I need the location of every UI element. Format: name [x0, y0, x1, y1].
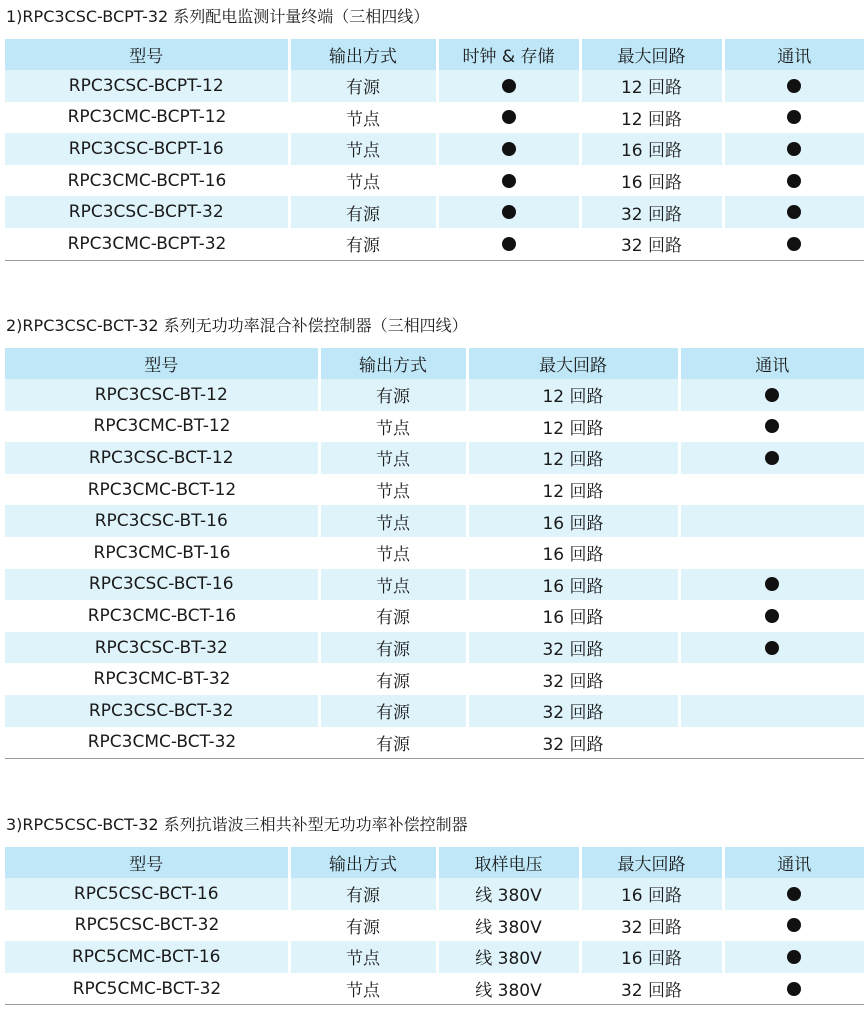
feature-cell [437, 102, 580, 134]
table-body [5, 70, 864, 260]
feature-dot-icon [765, 388, 779, 402]
table-cell: 节点 [289, 133, 437, 165]
table-cell: 节点 [319, 537, 467, 569]
table-row [5, 102, 864, 134]
feature-dot-icon [787, 950, 801, 964]
table-body [5, 379, 864, 759]
table-cell: 节点 [289, 165, 437, 197]
table-cell: 有源 [289, 910, 437, 942]
table-row [5, 727, 864, 759]
model-cell: RPC3CSC-BT-32 [5, 632, 319, 664]
model-cell: RPC3CSC-BT-12 [5, 379, 319, 411]
feature-cell [437, 70, 580, 102]
column-header: 取样电压 [437, 847, 580, 878]
table-cell: 12 回路 [467, 379, 679, 411]
model-cell: RPC5CMC-BCT-16 [5, 941, 289, 973]
table-cell: 12 回路 [580, 70, 723, 102]
table-header-row [5, 847, 864, 878]
model-cell: RPC3CMC-BCPT-32 [5, 228, 289, 260]
table-cell: 16 回路 [467, 537, 679, 569]
column-header: 输出方式 [319, 348, 467, 379]
table-cell: 节点 [289, 973, 437, 1005]
table-cell: 有源 [289, 70, 437, 102]
feature-dot-icon [765, 641, 779, 655]
table-cell: 16 回路 [467, 600, 679, 632]
table-row [5, 133, 864, 165]
table-cell: 线 380V [437, 910, 580, 942]
table-cell: 32 回路 [580, 228, 723, 260]
model-cell: RPC3CMC-BCPT-12 [5, 102, 289, 134]
table-row [5, 569, 864, 601]
section-1-title: 1)RPC3CSC-BCPT-32 系列配电监测计量终端（三相四线） [6, 7, 430, 26]
feature-cell [723, 910, 864, 942]
column-header: 最大回路 [467, 348, 679, 379]
table-cell: 有源 [289, 228, 437, 260]
table-cell: 节点 [289, 941, 437, 973]
model-cell: RPC5CMC-BCT-32 [5, 973, 289, 1005]
feature-cell [723, 973, 864, 1005]
feature-dot-icon [502, 110, 516, 124]
feature-cell [679, 600, 864, 632]
table-cell: 16 回路 [467, 505, 679, 537]
feature-cell [723, 196, 864, 228]
column-header: 通讯 [723, 39, 864, 70]
model-cell: RPC3CMC-BCT-12 [5, 474, 319, 506]
section-2-table [5, 348, 864, 759]
model-cell: RPC5CSC-BCT-32 [5, 910, 289, 942]
table-cell: 32 回路 [467, 727, 679, 759]
table-row [5, 474, 864, 506]
feature-cell [679, 727, 864, 759]
column-header: 输出方式 [289, 39, 437, 70]
model-cell: RPC3CSC-BCPT-32 [5, 196, 289, 228]
feature-dot-icon [787, 79, 801, 93]
feature-dot-icon [787, 237, 801, 251]
model-cell: RPC3CSC-BCPT-12 [5, 70, 289, 102]
feature-dot-icon [787, 174, 801, 188]
feature-dot-icon [502, 142, 516, 156]
table-row [5, 600, 864, 632]
table-row [5, 537, 864, 569]
table-row [5, 165, 864, 197]
section-3-title: 3)RPC5CSC-BCT-32 系列抗谐波三相共补型无功功率补偿控制器 [6, 815, 468, 834]
table-row [5, 663, 864, 695]
table-cell: 有源 [319, 695, 467, 727]
table-row [5, 695, 864, 727]
table-cell: 12 回路 [467, 411, 679, 443]
table-cell: 节点 [319, 442, 467, 474]
model-cell: RPC3CMC-BT-32 [5, 663, 319, 695]
table-cell: 32 回路 [580, 196, 723, 228]
table-cell: 32 回路 [467, 695, 679, 727]
feature-dot-icon [502, 205, 516, 219]
feature-dot-icon [765, 419, 779, 433]
feature-cell [679, 442, 864, 474]
table-row [5, 632, 864, 664]
model-cell: RPC3CMC-BCT-16 [5, 600, 319, 632]
model-cell: RPC3CSC-BCT-16 [5, 569, 319, 601]
table-cell: 12 回路 [467, 474, 679, 506]
model-cell: RPC3CMC-BT-12 [5, 411, 319, 443]
table-cell: 有源 [319, 600, 467, 632]
table-row [5, 941, 864, 973]
feature-cell [679, 632, 864, 664]
column-header: 最大回路 [580, 39, 723, 70]
table-cell: 有源 [289, 196, 437, 228]
feature-cell [723, 102, 864, 134]
table-cell: 节点 [319, 569, 467, 601]
table-cell: 线 380V [437, 941, 580, 973]
column-header: 型号 [5, 348, 319, 379]
feature-dot-icon [787, 887, 801, 901]
feature-cell [679, 411, 864, 443]
table-cell: 节点 [319, 411, 467, 443]
column-header: 通讯 [723, 847, 864, 878]
feature-cell [679, 474, 864, 506]
feature-cell [679, 663, 864, 695]
table-cell: 有源 [319, 663, 467, 695]
model-cell: RPC3CMC-BT-16 [5, 537, 319, 569]
column-header: 时钟 & 存储 [437, 39, 580, 70]
table-cell: 16 回路 [580, 878, 723, 910]
table-header-row [5, 39, 864, 70]
feature-cell [437, 228, 580, 260]
table-cell: 16 回路 [467, 569, 679, 601]
table-row [5, 379, 864, 411]
feature-dot-icon [787, 142, 801, 156]
model-cell: RPC3CSC-BCT-12 [5, 442, 319, 474]
feature-dot-icon [765, 609, 779, 623]
table-cell: 节点 [319, 474, 467, 506]
table-row [5, 973, 864, 1005]
table-header-row [5, 348, 864, 379]
table-cell: 有源 [289, 878, 437, 910]
table-row [5, 910, 864, 942]
column-header: 型号 [5, 847, 289, 878]
table-cell: 有源 [319, 727, 467, 759]
column-header: 最大回路 [580, 847, 723, 878]
table-cell: 有源 [319, 632, 467, 664]
feature-cell [723, 165, 864, 197]
column-header: 型号 [5, 39, 289, 70]
feature-cell [679, 695, 864, 727]
feature-dot-icon [502, 237, 516, 251]
table-cell: 32 回路 [467, 632, 679, 664]
feature-cell [437, 133, 580, 165]
section-1-table [5, 39, 864, 261]
table-cell: 有源 [319, 379, 467, 411]
feature-dot-icon [787, 918, 801, 932]
section-3-table [5, 847, 864, 1005]
table-row [5, 505, 864, 537]
feature-cell [679, 569, 864, 601]
section-2-title: 2)RPC3CSC-BCT-32 系列无功功率混合补偿控制器（三相四线） [6, 316, 468, 335]
feature-cell [437, 165, 580, 197]
table-cell: 节点 [319, 505, 467, 537]
table-cell: 16 回路 [580, 133, 723, 165]
feature-cell [723, 228, 864, 260]
table-cell: 12 回路 [467, 442, 679, 474]
table-cell: 12 回路 [580, 102, 723, 134]
feature-dot-icon [787, 205, 801, 219]
feature-dot-icon [765, 451, 779, 465]
feature-cell [437, 196, 580, 228]
feature-cell [723, 878, 864, 910]
table-cell: 线 380V [437, 973, 580, 1005]
table-cell: 节点 [289, 102, 437, 134]
model-cell: RPC3CSC-BCT-32 [5, 695, 319, 727]
table-cell: 32 回路 [467, 663, 679, 695]
feature-cell [723, 70, 864, 102]
table-row [5, 196, 864, 228]
feature-dot-icon [502, 174, 516, 188]
column-header: 通讯 [679, 348, 864, 379]
feature-cell [679, 379, 864, 411]
model-cell: RPC3CMC-BCT-32 [5, 727, 319, 759]
table-row [5, 228, 864, 260]
table-row [5, 411, 864, 443]
model-cell: RPC3CMC-BCPT-16 [5, 165, 289, 197]
feature-cell [723, 133, 864, 165]
table-row [5, 878, 864, 910]
table-cell: 16 回路 [580, 941, 723, 973]
table-cell: 线 380V [437, 878, 580, 910]
feature-dot-icon [787, 982, 801, 996]
model-cell: RPC3CSC-BCPT-16 [5, 133, 289, 165]
table-row [5, 70, 864, 102]
table-cell: 32 回路 [580, 973, 723, 1005]
table-row [5, 442, 864, 474]
model-cell: RPC5CSC-BCT-16 [5, 878, 289, 910]
feature-cell [723, 941, 864, 973]
table-cell: 32 回路 [580, 910, 723, 942]
feature-cell [679, 505, 864, 537]
column-header: 输出方式 [289, 847, 437, 878]
feature-dot-icon [787, 110, 801, 124]
feature-dot-icon [502, 79, 516, 93]
model-cell: RPC3CSC-BT-16 [5, 505, 319, 537]
table-cell: 16 回路 [580, 165, 723, 197]
feature-cell [679, 537, 864, 569]
table-body [5, 878, 864, 1005]
feature-dot-icon [765, 577, 779, 591]
